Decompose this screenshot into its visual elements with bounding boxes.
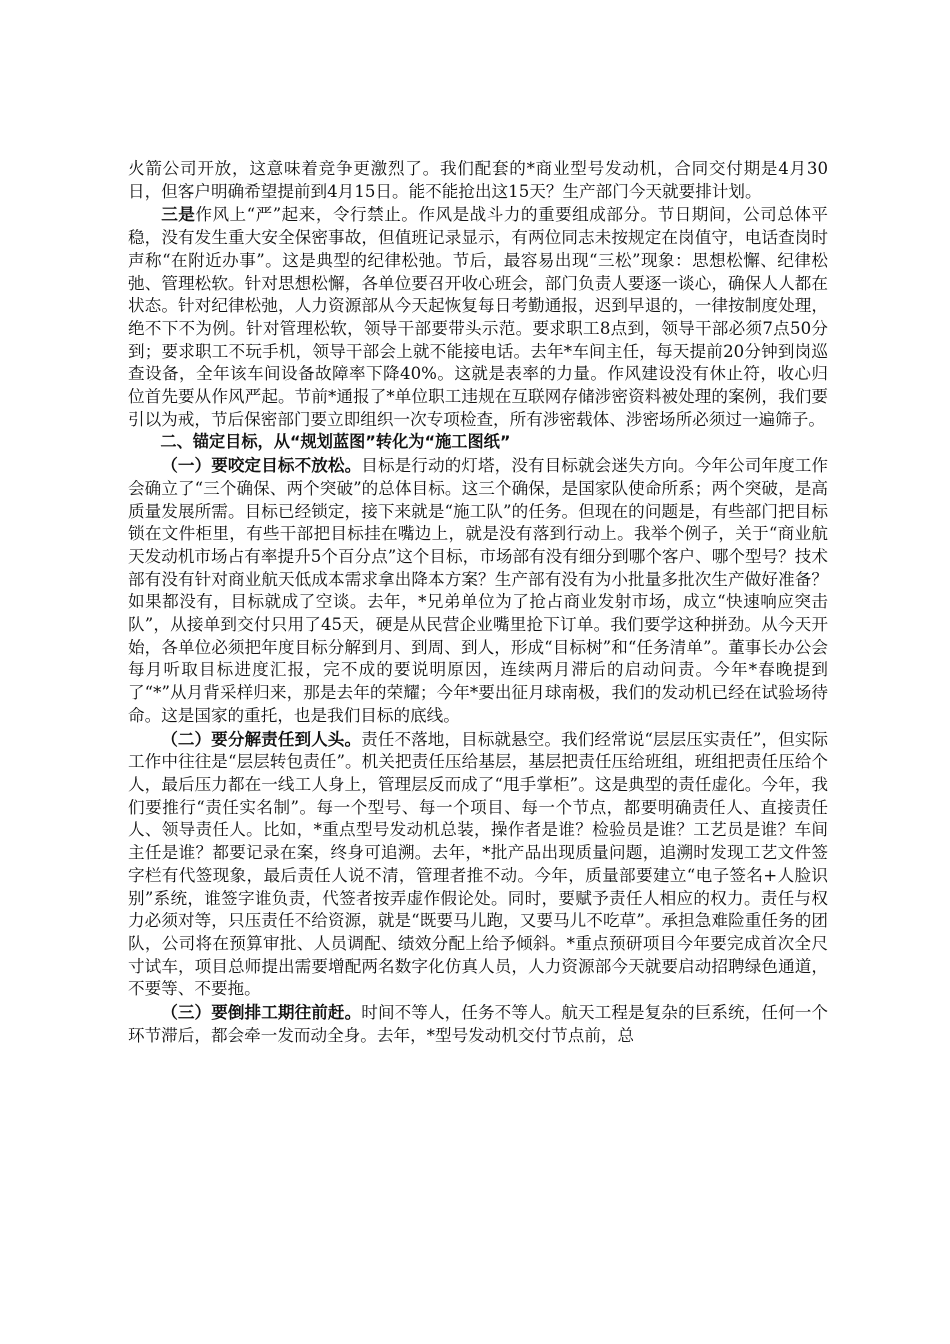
section-heading: 二、锚定目标，从“规划蓝图”转化为“施工图纸”	[160, 432, 511, 452]
paragraph-lead: 三是	[161, 204, 196, 225]
paragraph-text: 作风上“严”起来，令行禁止。作风是战斗力的重要组成部分。节日期间，公司总体平稳，没有发生重大安全保密事故，但值班记录显示，有两位同志未按规定在岗值守，电话查岗时声称“在附近办事”。这是典型的纪律松弛。节后，最容易出现“三松”现象：思想松懈、纪律松弛、管理松软。针对思想松懈，各单位要召开收心班会，部门负责人要逐一谈心，确保人人都在状态。针对纪律松弛，人力资源部从今天起恢复每日考勤通报，迟到早退的，一律按制度处理，绝不下不为例。针对管理松软，领导干部要带头示范。要求职工8点到，领导干部必须7点50分到；要求职工不玩手机，领导干部会上就不能接电话。去年*车间主任，每天提前20分钟到岗巡查设备，全年该车间设备故障率下降40%。这就是表率的力量。作风建设没有休止符，收心归位首先要从作风严起。节前*通报了*单位职工违规在互联网存储涉密资料被处理的案例，我们要引以为戒，节后保密部门要立即组织一次专项检查，所有涉密载体、涉密场所必须过一遍筛子。	[128, 205, 829, 429]
subsection-lead: （一）要咬定目标不放松。	[161, 455, 362, 476]
subsection-text: 时间不等人，任务不等人。航天工程是复杂的巨系统，任何一个环节滞后，都会牵一发而动全身。去年，*型号发动机交付节点前，总	[128, 1003, 829, 1045]
subsection-text: 责任不落地，目标就悬空。我们经常说“层层压实责任”，但实际工作中往往是“层层转包责任”。机关把责任压给基层，基层把责任压给班组，班组把责任压给个人，最后压力都在一线工人身上，管理层反而成了“甩手掌柜”。这是典型的责任虚化。今年，我们要推行“责任实名制”。每一个型号、每一个项目、每一个节点，都要明确责任人、直接责任人、领导责任人。比如，*重点型号发动机总装，操作者是谁？检验员是谁？工艺员是谁？车间主任是谁？都要记录在案，终身可追溯。去年，*批产品出现质量问题，追溯时发现工艺文件签字栏有代签现象，最后责任人说不清，管理者推不动。今年，质量部要建立“电子签名+人脸识别”系统，谁签字谁负责，代签者按弄虚作假论处。同时，要赋予责任人相应的权力。责任与权力必须对等，只压责任不给资源，就是“既要马儿跑，又要马儿不吃草”。承担急难险重任务的团队，公司将在预算审批、人员调配、绩效分配上给予倾斜。*重点预研项目今年要完成首次全尺寸试车，项目总师提出需要增配两名数字化仿真人员，人力资源部今天就要启动招聘绿色通道，不要等、不要拖。	[128, 729, 829, 999]
subsection-2	[128, 728, 828, 1001]
subsection-1	[128, 454, 828, 727]
paragraph-continuation	[128, 158, 828, 203]
subsection-3	[128, 1001, 828, 1047]
subsection-text: 目标是行动的灯塔，没有目标就会迷失方向。今年公司年度工作会确立了“三个确保、两个突破”的总体目标。这三个确保，是国家队使命所系；两个突破，是高质量发展所需。目标已经锁定，接下来就是“施工队”的任务。但现在的问题是，有些部门把目标锁在文件柜里，有些干部把目标挂在嘴边上，就是没有落到行动上。我举个例子，关于“商业航天发动机市场占有率提升5个百分点”这个目标，市场部有没有细分到哪个客户、哪个型号？技术部有没有针对商业航天低成本需求拿出降本方案？生产部有没有为小批量多批次生产做好准备？如果都没有，目标就成了空谈。去年，*兄弟单位为了抢占商业发射市场，成立“快速响应突击队”，从接单到交付只用了45天，硬是从民营企业嘴里抢下订单。我们要学这种拼劲。从今天开始，各单位必须把年度目标分解到月、到周、到人，形成“目标树”和“任务清单”。董事长办公会每月听取目标进度汇报，完不成的要说明原因，连续两月滞后的启动问责。今年*春晚提到了“*”从月背采样归来，那是去年的荣耀；今年*要出征月球南极，我们的发动机已经在试验场待命。这是国家的重托，也是我们目标的底线。	[128, 456, 829, 725]
paragraph-style-discipline	[128, 203, 828, 431]
document-page	[128, 158, 828, 1047]
subsection-lead: （二）要分解责任到人头。	[161, 728, 362, 749]
subsection-lead: （三）要倒排工期往前赶。	[161, 1002, 362, 1023]
paragraph-text: 火箭公司开放，这意味着竞争更激烈了。我们配套的*商业型号发动机，合同交付期是4月30日，但客户明确希望提前到4月15日。能不能抢出这15天？生产部门今天就要排计划。	[128, 159, 828, 201]
